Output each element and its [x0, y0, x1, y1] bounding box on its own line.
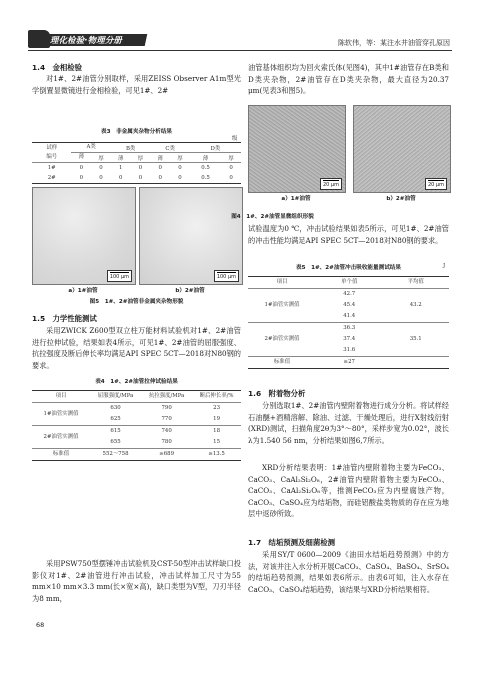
table-row: 625 770 19 — [32, 414, 241, 426]
table-row: 2#油管实测值 615 740 18 — [32, 426, 241, 438]
table-row: 45.4 — [343, 302, 356, 308]
table-row: 2# 0 0 0 0 0 0 0.5 0 — [32, 173, 241, 184]
fig4a-micrograph — [248, 105, 346, 193]
section-1-5-heading: 1.5 力学性能测试 — [32, 314, 97, 323]
table-row: 标准值 ≥27 — [248, 357, 449, 369]
table5 — [248, 276, 449, 369]
table3-header-cell: A类 — [71, 143, 110, 153]
fig4-caption: 图4 1#、2#油管显微组织形貌 — [231, 214, 314, 220]
table-row: 41.4 — [248, 311, 449, 323]
table5-header-cell: 单个值 — [341, 279, 358, 285]
table-row: 1#油管实测值 42.7 43.2 — [248, 289, 449, 301]
table4-caption: 表4 1#、2#油管拉伸试验结果 — [95, 379, 178, 385]
table4-header-cell: 抗拉强度/MPa — [148, 393, 185, 399]
section-1-6-body-2: XRD分析结果表明：1#油管内壁附着物主要为FeCO₃、CaCO₃、CaAl₂Si₂O₈，2#油管内壁附着物主要为FeCO₃、CaCO₃、CaAl₂Si₂O₈等，推测FeCO₃应为内壁腐蚀产物，CaCO₃、CaSO₄应为结垢物，而硅铝酸盐类物质的存在应为地层中返砂所致。 — [248, 463, 449, 519]
table-row: 37.4 — [343, 336, 356, 342]
table5-header-cell: 项目 — [276, 279, 288, 285]
fig5a-label: a）1#油管 — [68, 288, 98, 294]
table-row: 标准值 552～758 ≥689 ≥13.5 — [32, 449, 241, 461]
fig5b-label: b）2#油管 — [175, 288, 205, 294]
table3-header-cell: 薄 — [118, 155, 124, 162]
table3 — [32, 142, 241, 184]
running-title: 陈软伟，等：某注水井油管穿孔原因 — [338, 39, 450, 47]
table-row: 1#油管实测值 630 790 23 — [32, 403, 241, 415]
table4-header-cell: 屈服强度/MPa — [97, 393, 134, 399]
table3-header-cell: 薄 — [78, 154, 84, 160]
impact-result-body: 试验温度为0 ℃，冲击试验结果如表5所示，可见1#、2#油管的冲击性能均满足API SPEC 5CT—2018对N80钢的要求。 — [248, 224, 449, 245]
scale-bar: 20 μm — [320, 178, 342, 191]
table3-header-cell: 薄 — [157, 155, 163, 162]
table3-header-cell: 试样 编号 — [46, 144, 58, 160]
table4-header-cell: 断后伸长率/% — [199, 393, 234, 399]
impact-test-body: 采用PSW750型摆锤冲击试验机及CST-50型冲击试样缺口投影仪对1#、2#油管进行冲击试验，冲击试样加工尺寸为55 mm×10 mm×3.3 mm(长×宽×高)，缺口类型为V型，刀刃半径为8 mm， — [32, 559, 241, 603]
fig4b-micrograph — [353, 105, 451, 193]
table3-header-cell: 厚 — [98, 155, 104, 162]
fig5b-micrograph — [139, 187, 243, 285]
logo-text: 理化检验·物理分册 — [50, 35, 122, 45]
header-rule — [28, 50, 452, 51]
table4 — [32, 390, 241, 461]
table3-header-cell: 厚 — [228, 155, 234, 162]
table5-header-cell: 平均值 — [407, 279, 424, 285]
scale-bar: 100 μm — [214, 270, 239, 283]
section-1-5-body: 采用ZWICK Z600型双立柱万能材料试验机对1#、2#油管进行拉伸试验，结果如表4所示，可见1#、2#油管的屈服强度、抗拉强度及断后伸长率均满足API SPEC 5CT—2018对N80钢的要求。 — [32, 326, 241, 370]
table5-unit: J — [443, 263, 446, 269]
fig5-caption: 图5 1#、2#油管非金属夹杂物形貌 — [89, 299, 184, 305]
table3-header-cell: C类 — [150, 143, 189, 153]
table-row: 31.6 — [248, 345, 449, 357]
section-1-4-body: 对1#、2#油管分别取样，采用ZEISS Observer A1m型光学倒置显微镜进行金相检验，可见1#、2# — [32, 74, 241, 95]
page-number: 68 — [36, 621, 45, 629]
table3-caption: 表3 非金属夹杂物分析结果 — [100, 129, 173, 135]
table3-header-cell: 薄 — [202, 155, 209, 162]
journal-logo — [28, 30, 146, 48]
table3-unit: 级 — [232, 136, 238, 142]
table-row: 2#油管实测值 36.3 35.1 — [248, 323, 449, 335]
fig5a-micrograph — [32, 187, 136, 285]
fig4a-label: a）1#油管 — [281, 196, 311, 202]
microstructure-body: 油管基体组织均为回火索氏体(见图4)，其中1#油管存在B类和D类夹杂物，2#油管存在D类夹杂物，最大直径为20.37 μm(见表3和图5)。 — [248, 63, 449, 96]
table4-header-cell: 项目 — [55, 393, 67, 399]
section-1-7-heading: 1.7 结垢预测及细菌检测 — [248, 538, 335, 547]
section-1-4-heading: 1.4 金相检验 — [32, 63, 83, 72]
table3-header-cell: 厚 — [177, 155, 183, 162]
table-row: 1# 0 0 1 0 0 0 0.5 0 — [47, 165, 233, 171]
table5-caption: 表5 1#、2#油管冲击吸收能量测试结果 — [296, 265, 401, 271]
section-1-6-body: 分别选取1#、2#油管内壁附着物进行成分分析。将试样经石油醚+酒精溶解、除油、过滤、干燥处理后，进行X射线衍射(XRD)测试，扫描角度2θ为3°～80°，采样步宽为0.02°，波长λ为1.540 56 nm，分析结果如图6,7所示。 — [248, 401, 449, 445]
section-1-6-heading: 1.6 附着物分析 — [248, 389, 306, 398]
table3-header-cell: B类 — [111, 143, 150, 153]
scale-bar: 100 μm — [107, 270, 132, 283]
section-1-7-body: 采用SY/T 0600—2009《油田水结垢趋势预测》中的方法，对该井注入水分析开展CaCO₃、CaSO₄、BaSO₄、SrSO₄的结垢趋势预测，结果如表6所示。由表6可知，注入水存在CaCO₃、CaSO₄结垢趋势，该结果与XRD分析结果相符。 — [248, 550, 449, 594]
table-row: 655 780 15 — [32, 437, 241, 449]
table3-header-cell: D类 — [190, 143, 241, 153]
table3-header-cell: 厚 — [137, 155, 144, 162]
fig4b-label: b）2#油管 — [386, 196, 416, 202]
scale-bar: 20 μm — [425, 178, 447, 191]
